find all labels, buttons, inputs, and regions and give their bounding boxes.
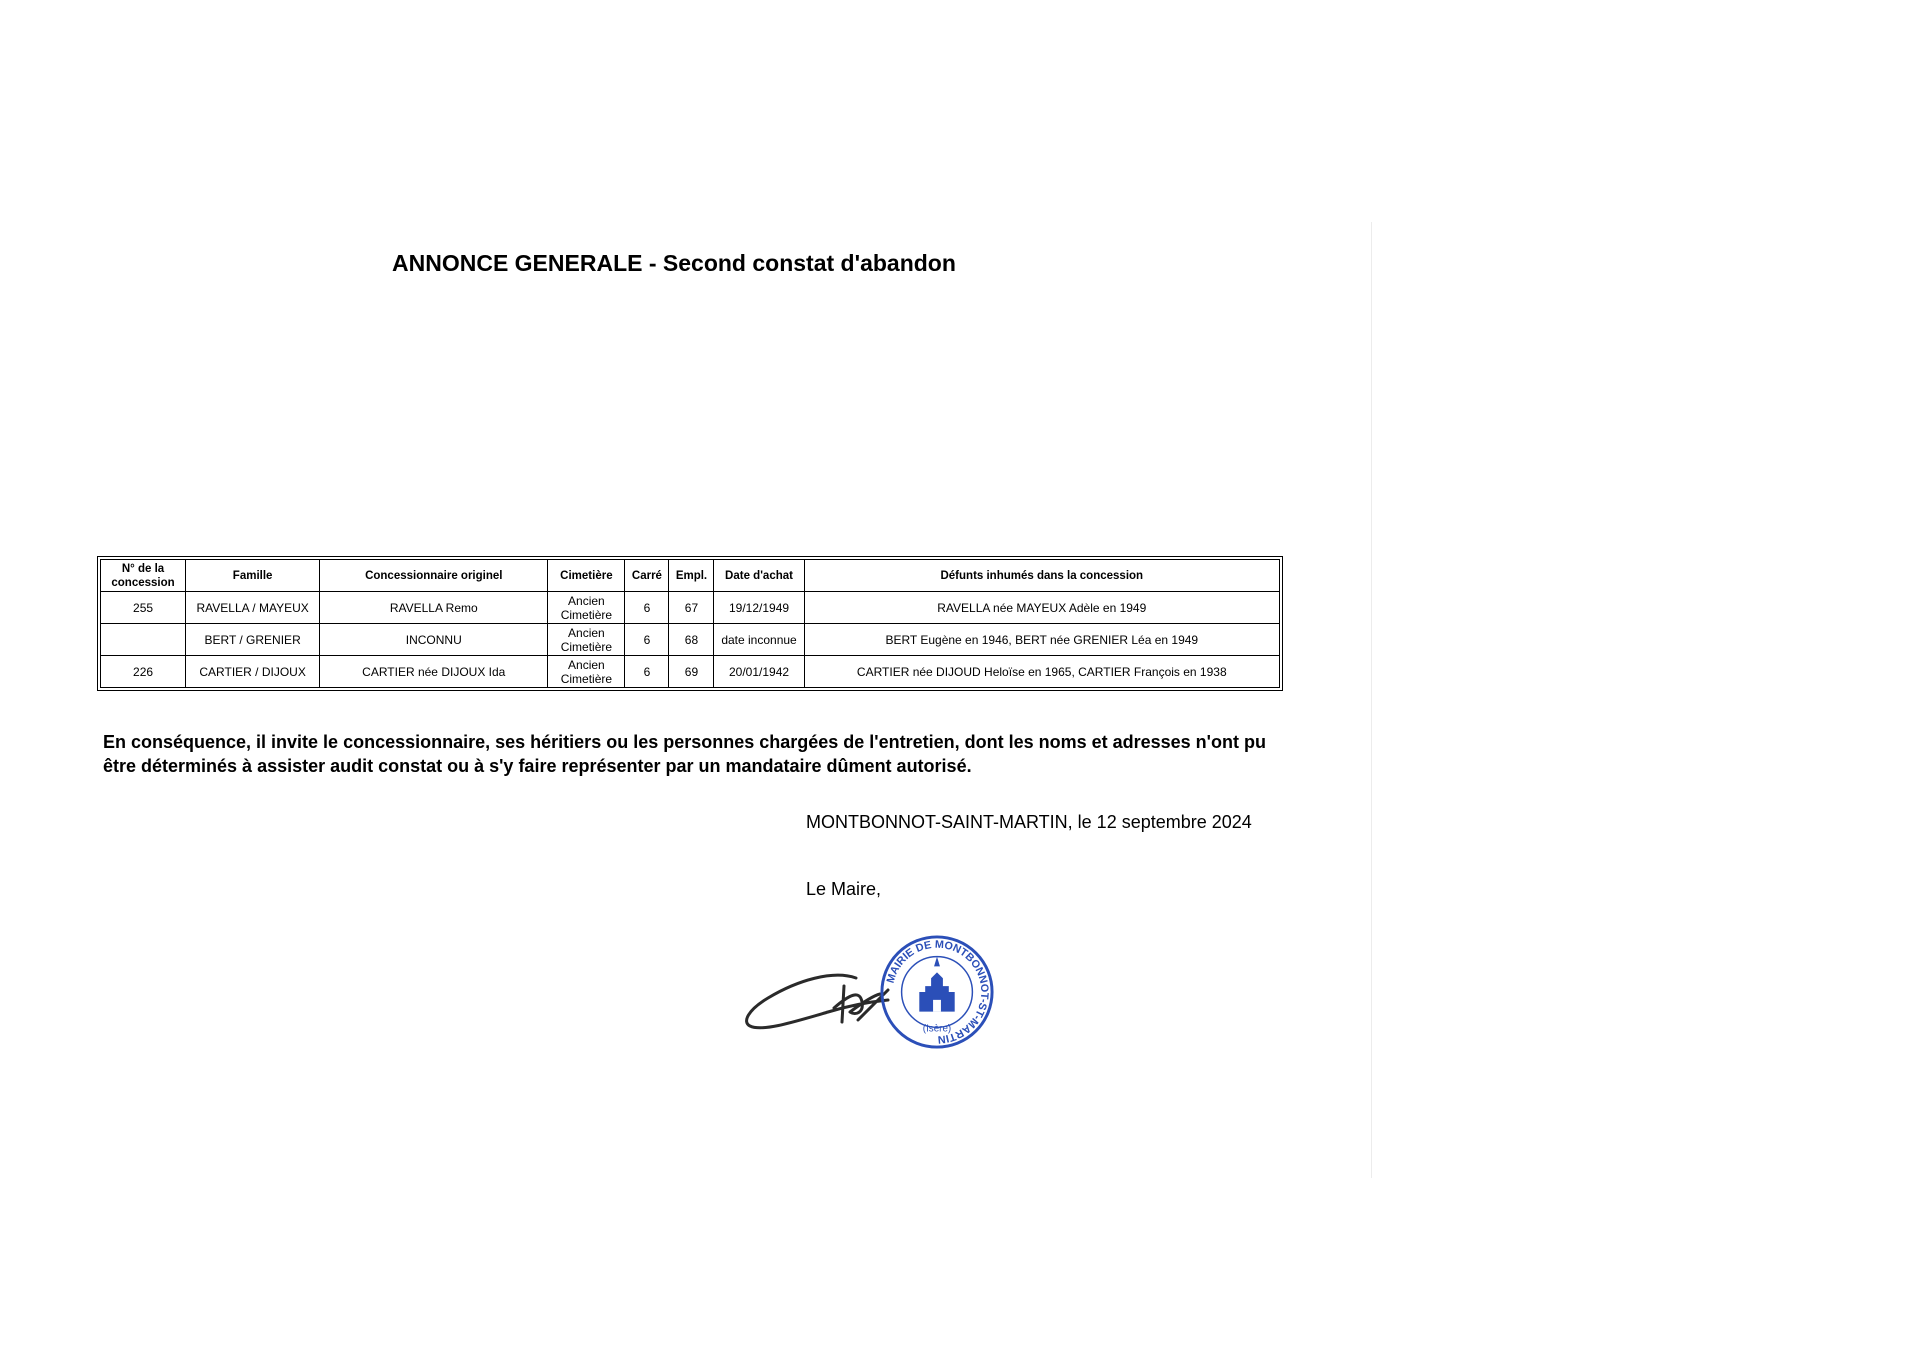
table-cell: 19/12/1949: [714, 592, 804, 624]
table-cell: BERT / GRENIER: [186, 624, 320, 656]
header-cell: Cimetière: [548, 560, 625, 592]
table-cell: 6: [625, 592, 669, 624]
table-cell: Ancien Cimetière: [548, 624, 625, 656]
stamp-legend-path: MAIRIE DE MONTBONNOT-ST-MARTIN: [884, 938, 991, 1046]
table-cell: 20/01/1942: [714, 656, 804, 688]
concessions-table: [100, 559, 1280, 688]
table-cell: 69: [669, 656, 714, 688]
table-cell: RAVELLA Remo: [320, 592, 548, 624]
table-cell: [101, 624, 186, 656]
table-cell: BERT Eugène en 1946, BERT née GRENIER Léa en 1949: [804, 624, 1279, 656]
stamp-emblem: [919, 957, 954, 1012]
table-row: [101, 624, 1280, 656]
table-cell: INCONNU: [320, 624, 548, 656]
town-hall-stamp: [878, 933, 996, 1051]
table-cell: 226: [101, 656, 186, 688]
table-cell: CARTIER / DIJOUX: [186, 656, 320, 688]
table-cell: RAVELLA / MAYEUX: [186, 592, 320, 624]
table-cell: CARTIER née DIJOUX Ida: [320, 656, 548, 688]
place-and-date: MONTBONNOT-SAINT-MARTIN, le 12 septembre 2024: [806, 812, 1252, 832]
table-header-row: [101, 560, 1280, 592]
table-row: [101, 656, 1280, 688]
table-cell: 67: [669, 592, 714, 624]
table-cell: RAVELLA née MAYEUX Adèle en 1949: [804, 592, 1279, 624]
table-cell: Ancien Cimetière: [548, 592, 625, 624]
document-title: ANNONCE GENERALE - Second constat d'abandon: [392, 250, 956, 276]
table-cell: 6: [625, 624, 669, 656]
stamp-emblem-flame: [934, 957, 940, 967]
table-cell: 68: [669, 624, 714, 656]
table-cell: CARTIER née DIJOUD Heloïse en 1965, CARTIER François en 1938: [804, 656, 1279, 688]
concessions-table-frame: [97, 556, 1283, 691]
table-cell: 6: [625, 656, 669, 688]
page-edge-line: [1371, 222, 1372, 1178]
header-cell: N° de la concession: [101, 560, 186, 592]
header-cell: Empl.: [669, 560, 714, 592]
header-cell: Concessionnaire originel: [320, 560, 548, 592]
stamp-emblem-door: [933, 1000, 941, 1012]
header-cell: Famille: [186, 560, 320, 592]
notice-paragraph: En conséquence, il invite le concessionnaire, ses héritiers ou les personnes chargées de l'entretien, dont les noms et adresses n'ont pu être déterminés à assister audit constat ou à s'y faire représenter par un mandataire dûment autorisé.: [103, 732, 1266, 776]
stamp-department: (Isère): [922, 1023, 952, 1035]
signatory-title: Le Maire,: [806, 879, 882, 899]
signature-stroke: [747, 975, 888, 1028]
header-cell: Date d'achat: [714, 560, 804, 592]
table-row: [101, 592, 1280, 624]
table-cell: Ancien Cimetière: [548, 656, 625, 688]
table-cell: date inconnue: [714, 624, 804, 656]
header-cell: Carré: [625, 560, 669, 592]
header-cell: Défunts inhumés dans la concession: [804, 560, 1279, 592]
table-cell: 255: [101, 592, 186, 624]
